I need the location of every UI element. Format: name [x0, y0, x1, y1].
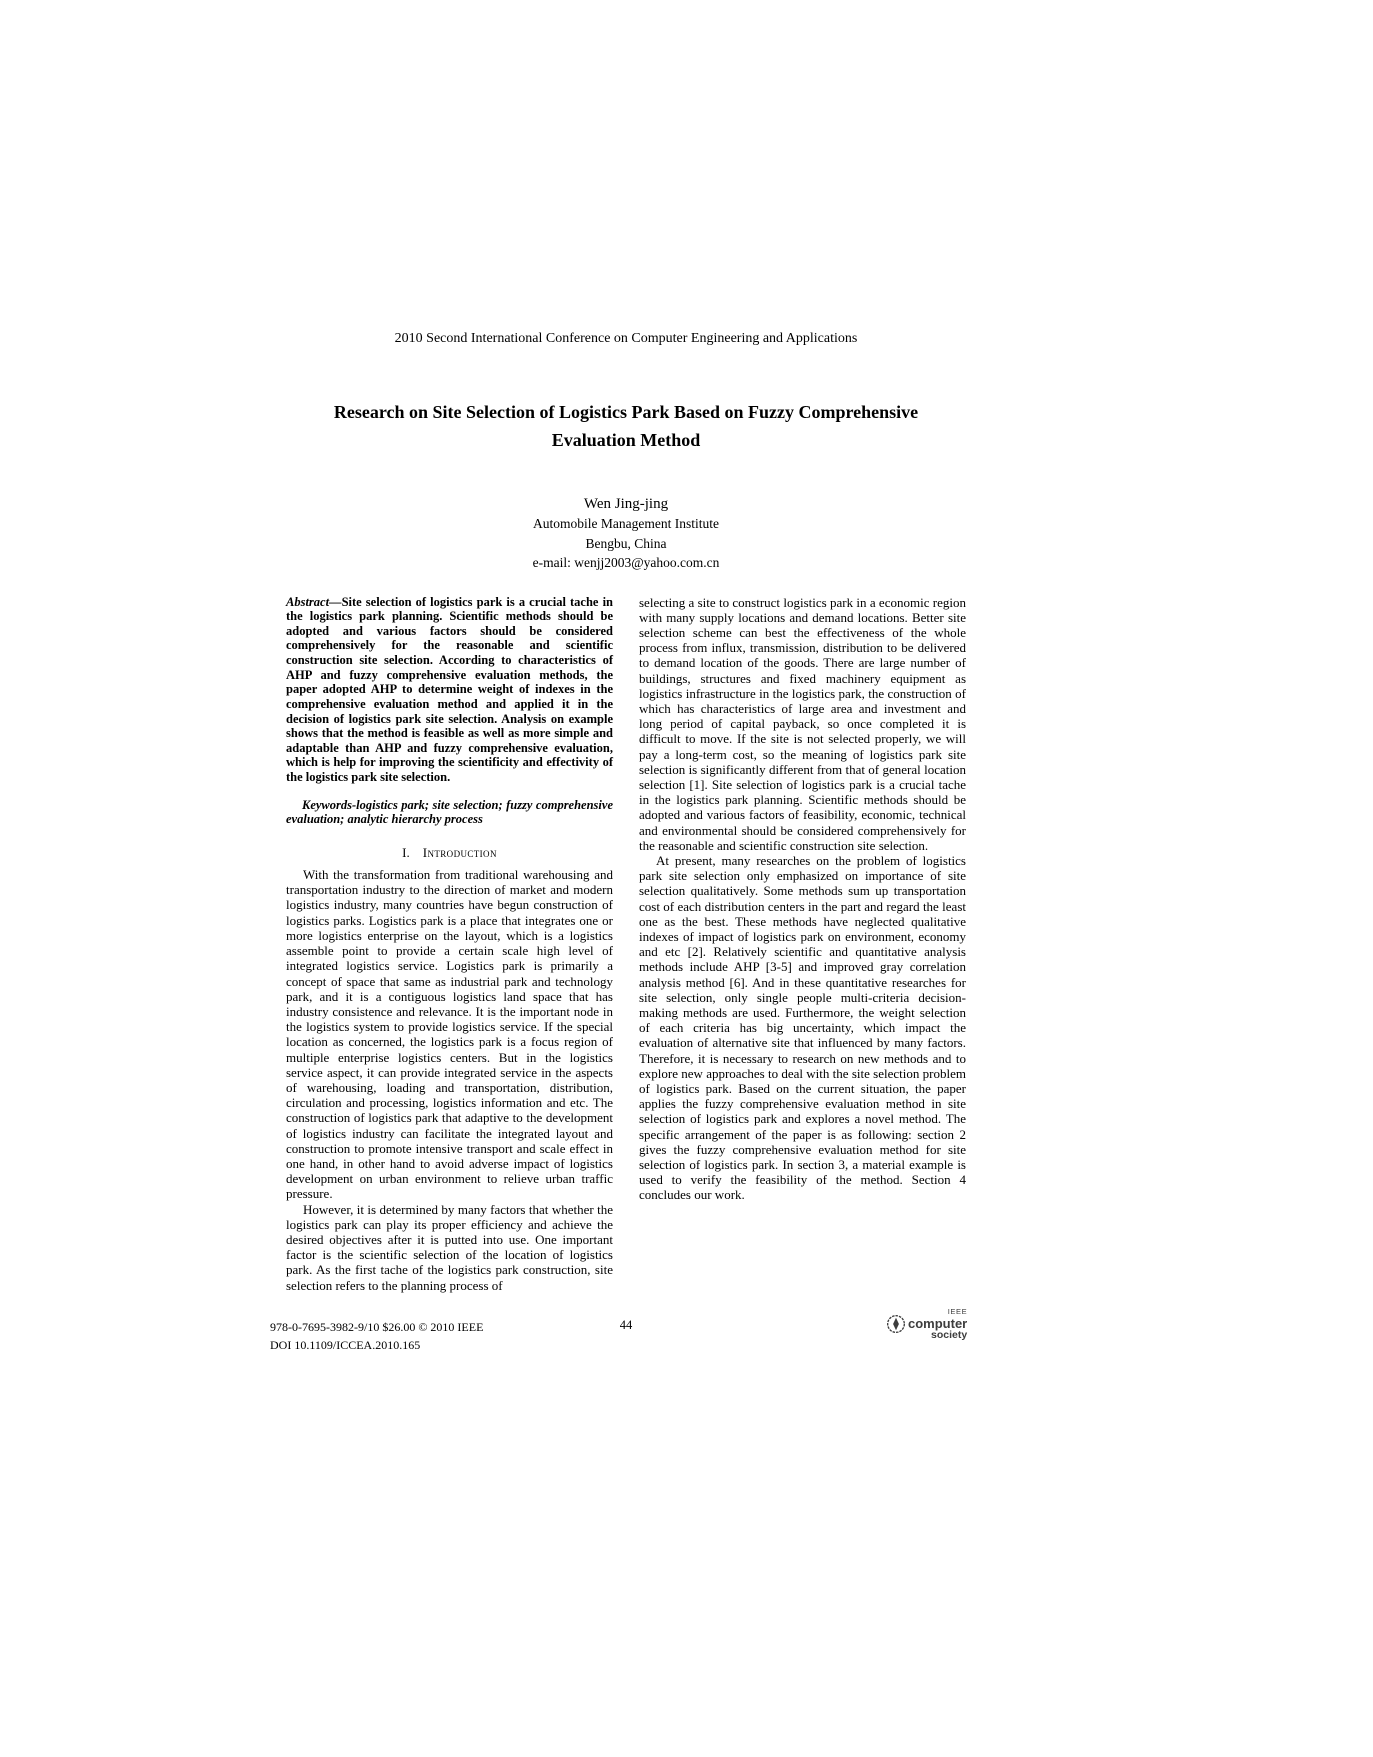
paper-title-line2: Evaluation Method	[551, 430, 701, 450]
introduction-paragraph-2-continued: selecting a site to construct logistics park in a economic region with many supply locations and demand locations. Better site selection scheme can best the effectiveness of the whole process from influx, transmission, distribution to be delivered to demand location of the goods. There are large number of buildings, structures and fixed machinery equipment as logistics infrastructure in the logistics park, the construction of which has characteristics of large area and investment and long period of capital payback, so once completed it is difficult to move. If the site is not selected properly, we will pay a long-term cost, so the meaning of logistics park site selection is significantly different from that of general location selection [1]. Site selection of logistics park is a crucial tache in the logistics park planning. Scientific methods should be adopted and various factors of feasibility, economic, technical and environmental should be considered comprehensively for the reasonable and scientific construction site selection.	[639, 594, 966, 853]
section-number: I.	[402, 844, 410, 860]
ieee-emblem-icon	[886, 1314, 906, 1334]
introduction-paragraph-3: At present, many researches on the problem of logistics park site selection only emphasized on importance of site selection qualitatively. Some methods sum up transportation cost of each distribution centers in the part and regard the least one as the best. These methods have neglected qualitative indexes of impact of logistics park on environment, economy and etc [2]. Relatively scientific and quantitative analysis methods include AHP [3-5] and improved gray correlation analysis method [6]. And in these quantitative researches for site selection, only single people multi-criteria decision-making methods are used. Furthermore, the weight selection of each criteria has big uncertainty, which impact the evaluation of alternative site that influenced by many factors. Therefore, it is necessary to research on new methods and to explore new approaches to deal with the site selection problem of logistics park. Based on the current situation, the paper applies the fuzzy comprehensive evaluation method in site selection of logistics park and explores a novel method. The specific arrangement of the paper is as following: section 2 gives the fuzzy comprehensive evaluation method for site selection of logistics park. In section 3, a material example is used to verify the feasibility of the method. Section 4 concludes our work.	[639, 852, 966, 1203]
conference-header: 2010 Second International Conference on Computer Engineering and Applications	[394, 331, 858, 346]
right-column	[639, 595, 966, 1293]
author-name: Wen Jing-jing	[583, 496, 669, 512]
two-column-body	[286, 595, 966, 1293]
keywords-text: logistics park; site selection; fuzzy comprehensive evaluation; analytic hierarchy process	[286, 797, 613, 827]
ieee-logo-society-text: society	[931, 1328, 968, 1341]
abstract-text: Site selection of logistics park is a crucial tache in the logistics park planning. Scientific methods should be adopted and various factors should be considered comprehensively for the reasonable and scientific construction site selection. According to characteristics of AHP and fuzzy comprehensive evaluation methods, the paper adopted AHP to determine weight of indexes in the comprehensive evaluation method and applied it in the decision of logistics park site selection. Analysis on example shows that the method is feasible as well as more simple and adaptable than AHP and fuzzy comprehensive evaluation, which is help for improving the scientificity and effectivity of the logistics park site selection.	[286, 594, 613, 784]
abstract	[286, 595, 613, 785]
author-location: Bengbu, China	[585, 535, 667, 551]
ieee-logo-computer-text: computer	[908, 1315, 968, 1331]
paper-title	[286, 398, 966, 454]
section-heading-introduction	[286, 845, 613, 860]
copyright-line: 978-0-7695-3982-9/10 $26.00 © 2010 IEEE	[270, 1320, 484, 1334]
keywords-label: Keywords-	[302, 797, 357, 812]
section-title: Introduction	[422, 844, 497, 860]
introduction-paragraph-1: With the transformation from traditional warehousing and transportation industry to the direction of market and modern logistics industry, many countries have begun construction of logistics parks. Logistics park is a place that integrates one or more logistics enterprise on the layout, which is a logistics assemble point to provide a certain scale high level of integrated logistics service. Logistics park is primarily a concept of space that same as industrial park and technology park, and it is a contiguous logistics land space that has industry consistence and relevance. It is the important node in the logistics system to provide logistics service. If the special location as concerned, the logistics park is a focus region of multiple enterprise logistics centers. But in the logistics service aspect, it can provide integrated service in the aspects of warehousing, loading and transportation, distribution, circulation and processing, logistics information and etc. The construction of logistics park that adaptive to the development of logistics industry can facilitate the integrated layout and construction to promote intensive transport and scale effect in one hand, in other hand to avoid adverse impact of logistics development on urban environment to relieve urban traffic pressure.	[286, 867, 613, 1202]
ieee-computer-society-logo	[886, 1308, 967, 1340]
left-column	[286, 595, 613, 1293]
ieee-logo-ieee-text: IEEE	[947, 1307, 968, 1316]
paper-title-line1: Research on Site Selection of Logistics Park Based on Fuzzy Comprehensive	[333, 402, 919, 422]
ieee-logo-text	[908, 1308, 967, 1340]
paper-content	[286, 330, 966, 1293]
doi-line: DOI 10.1109/ICCEA.2010.165	[270, 1338, 421, 1352]
abstract-label: Abstract—	[286, 594, 342, 609]
author-email: e-mail: wenjj2003@yahoo.com.cn	[532, 555, 720, 570]
author-affiliation: Automobile Management Institute	[533, 516, 719, 531]
keywords	[286, 798, 613, 827]
introduction-paragraph-2: However, it is determined by many factors that whether the logistics park can play its proper efficiency and achieve the desired objectives after it is putted into use. One important factor is the scientific selection of the location of logistics park. As the first tache of the logistics park construction, site selection refers to the planning process of	[286, 1201, 613, 1293]
author-block	[286, 494, 966, 573]
page-number: 44	[619, 1318, 633, 1332]
